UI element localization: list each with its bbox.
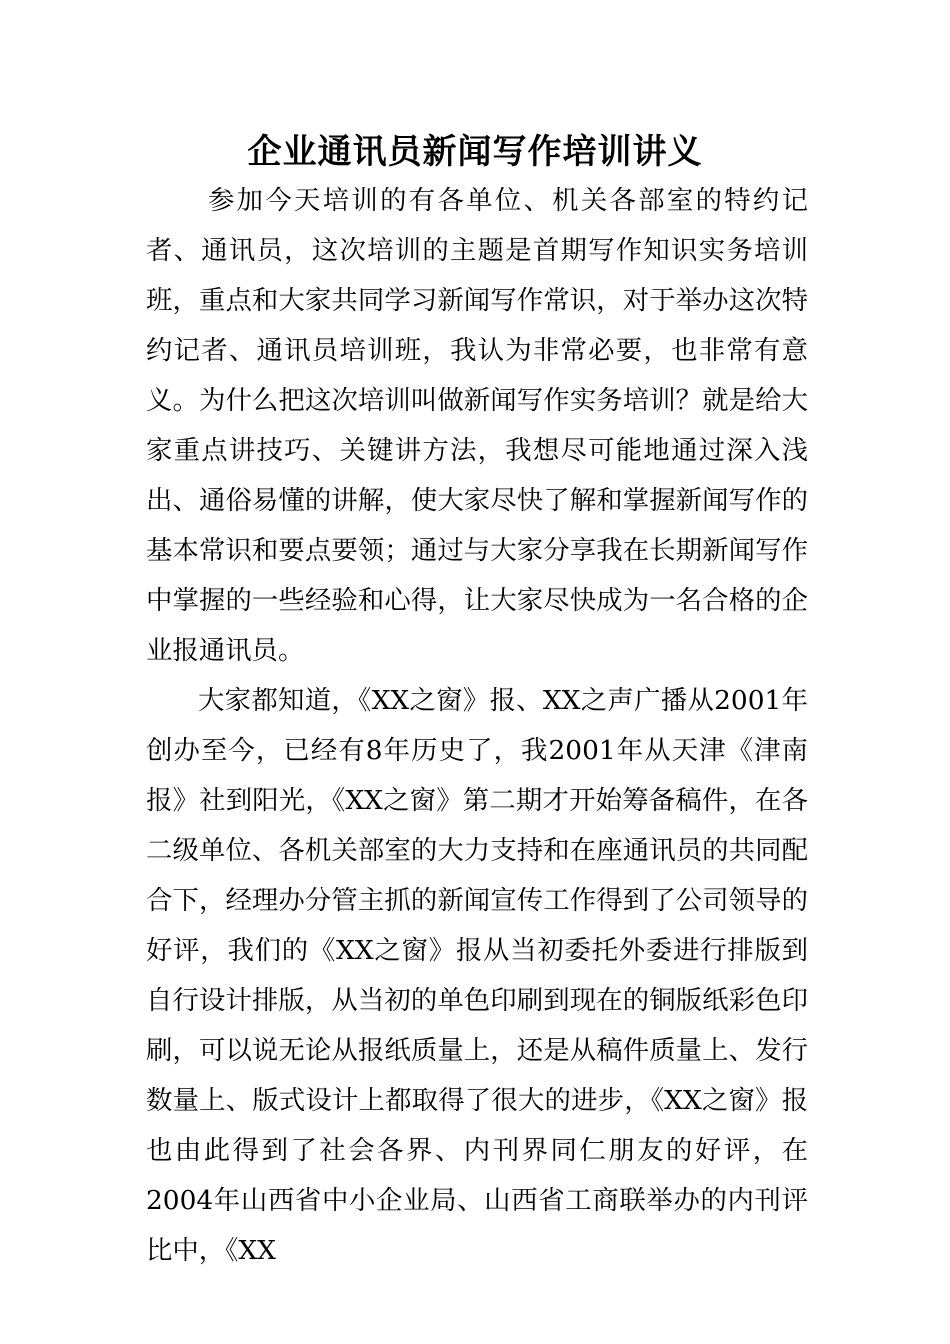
document-title: 企业通讯员新闻写作培训讲义 (247, 132, 703, 172)
paragraph-history: 大家都知道，《XX之窗》报、XX之声广播从2001年创办至今，已经有8年历史了，我2001年从天津《津南报》社到阳光，《XX之窗》第二期才开始筹备稿件，在各二级单位、各机关部室的大力支持和在座通讯员的共同配合下，经理办分管主抓的新闻宣传工作得到了公司领导的好评，我们的《XX之窗》报从当初委托外委进行排版到自行设计排版，从当初的单色印刷到现在的铜版纸彩色印刷，可以说无论从报纸质量上，还是从稿件质量上、发行数量上、版式设计上都取得了很大的进步，《XX之窗》报也由此得到了社会各界、内刊界同仁朋友的好评，在2004年山西省中小企业局、山西省工商联举办的内刊评比中，《XX (146, 685, 808, 1266)
paragraph-intro: 参加今天培训的有各单位、机关各部室的特约记者、通讯员，这次培训的主题是首期写作知识实务培训班，重点和大家共同学习新闻写作常识，对于举办这次特约记者、通讯员培训班，我认为非常必要，也非常有意义。为什么把这次培训叫做新闻写作实务培训？就是给大家重点讲技巧、关键讲方法，我想尽可能地通过深入浅出、通俗易懂的讲解，使大家尽快了解和掌握新闻写作的基本常识和要点要领；通过与大家分享我在长期新闻写作中掌握的一些经验和心得，让大家尽快成为一名合格的企业报通讯员。 (146, 185, 808, 666)
